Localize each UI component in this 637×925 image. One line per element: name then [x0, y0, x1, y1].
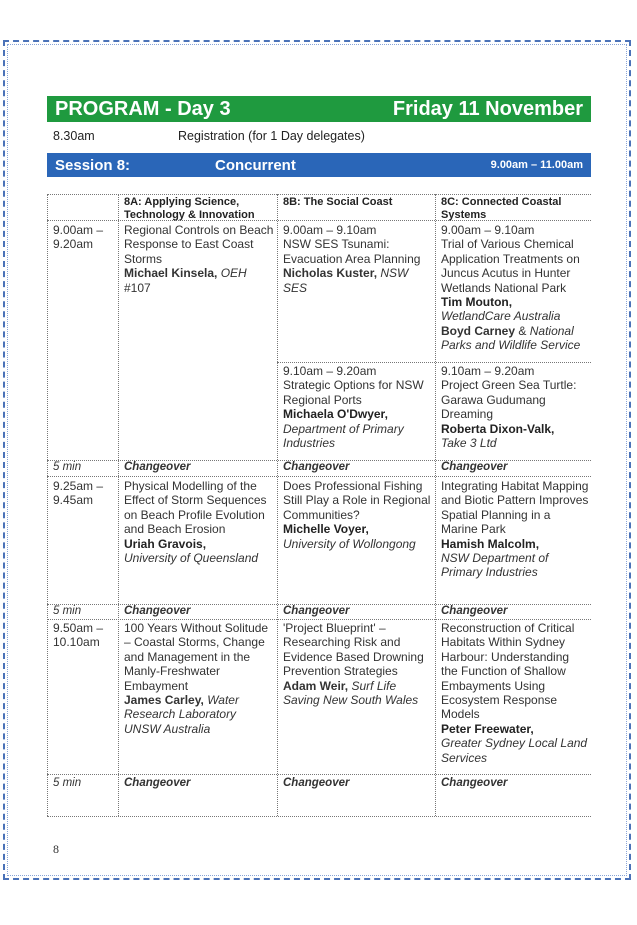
presentation-time: 9.00am – 9.10am — [283, 223, 377, 237]
presentation-title: 'Project Blueprint' – Researching Risk and Evidence Based Drowning Prevention Strategies — [283, 621, 424, 679]
presentation-note: #107 — [124, 280, 151, 295]
presentation-title: Integrating Habitat Mapping and Biotic Pattern Improves Spatial Planning in a Marine Park — [441, 479, 589, 537]
speaker-affiliation: National Parks and Wildlife Service — [441, 323, 581, 353]
presentation-8a-3 — [124, 621, 274, 736]
speaker-name: Hamish Malcolm, — [441, 536, 540, 551]
presentation-time: 9.00am – 9.10am — [441, 223, 535, 237]
presentation-title: Project Green Sea Turtle: Garawa Gudumang Dreaming — [441, 378, 577, 422]
table-bottom-border — [47, 816, 591, 817]
program-title: PROGRAM - Day 3 — [55, 97, 231, 120]
changeover-label: Changeover — [124, 461, 191, 473]
speaker-affiliation: OEH — [220, 266, 247, 281]
session-type: Concurrent — [215, 156, 296, 174]
slot-time: 9.50am – 10.10am — [53, 621, 104, 650]
speaker-name: Boyd Carney — [441, 323, 516, 338]
column-line — [435, 194, 436, 816]
changeover-duration: 5 min — [53, 777, 82, 789]
speaker-affiliation: Greater Sydney Local Land Services — [441, 736, 588, 765]
presentation-title: Regional Controls on Beach Response to East Coast Storms — [124, 223, 274, 266]
registration-text: Registration (for 1 Day delegates) — [178, 129, 365, 143]
ampersand: & — [518, 323, 527, 338]
presentation-8b-2 — [283, 364, 433, 450]
presentation-title: NSW SES Tsunami: Evacuation Area Planning — [283, 237, 421, 266]
presentation-8c-4 — [441, 621, 589, 765]
slot-time: 9.25am – 9.45am — [53, 479, 104, 508]
presentation-title: Reconstruction of Critical Habitats Within Sydney Harbour: Understanding the Function of Shallow Embayments Using Ecosystem Response Models — [441, 621, 575, 722]
column-line — [277, 194, 278, 816]
presentation-8b-3 — [283, 479, 433, 551]
presentation-8c-1 — [441, 223, 589, 353]
changeover-label: Changeover — [441, 605, 508, 617]
changeover-label: Changeover — [283, 777, 350, 789]
sub-row-divider — [277, 362, 591, 363]
presentation-8c-2 — [441, 364, 589, 450]
presentation-time: 9.10am – 9.20am — [441, 364, 535, 378]
speaker-name: Peter Freewater, — [441, 721, 534, 736]
changeover-label: Changeover — [283, 605, 350, 617]
session-title: Session 8: — [55, 156, 131, 174]
column-header-8b: 8B: The Social Coast — [283, 196, 393, 208]
speaker-affiliation: Department of Primary Industries — [283, 421, 404, 451]
speaker-affiliation: WetlandCare Australia — [441, 309, 561, 324]
speaker-name: Michaela O'Dwyer, — [283, 407, 388, 422]
speaker-name: Michael Kinsela, — [124, 266, 218, 281]
speaker-name: Tim Mouton, — [441, 295, 513, 310]
speaker-affiliation: NSW Department of Primary Industries — [441, 551, 549, 580]
changeover-label: Changeover — [441, 461, 508, 473]
presentation-8a-1 — [124, 223, 274, 295]
changeover-label: Changeover — [441, 777, 508, 789]
speaker-affiliation: University of Wollongong — [283, 536, 416, 551]
presentation-title: Does Professional Fishing Still Play a Role in Regional Communities? — [283, 479, 431, 522]
speaker-affiliation: NSW SES — [283, 266, 409, 295]
speaker-name: Adam Weir, — [283, 678, 349, 693]
changeover-duration: 5 min — [53, 461, 82, 473]
speaker-affiliation: University of Queensland — [124, 551, 259, 566]
presentation-8b-1 — [283, 223, 433, 295]
changeover-label: Changeover — [124, 605, 191, 617]
speaker-affiliation: Surf Life Saving New South Wales — [283, 678, 419, 708]
speaker-affiliation: Water Research Laboratory UNSW Australia — [124, 693, 239, 736]
speaker-name: Nicholas Kuster, — [283, 266, 378, 281]
table-top-border — [47, 194, 591, 195]
page-number: 8 — [53, 842, 59, 856]
program-header — [47, 96, 591, 122]
registration-time: 8.30am — [53, 129, 95, 143]
presentation-8b-4 — [283, 621, 433, 707]
presentation-title: Strategic Options for NSW Regional Ports — [283, 378, 424, 407]
column-header-8a: 8A: Applying Science, Technology & Innovation — [124, 196, 255, 221]
presentation-time: 9.10am – 9.20am — [283, 364, 377, 378]
presentation-8c-3 — [441, 479, 589, 580]
changeover-duration: 5 min — [53, 605, 82, 617]
slot-time: 9.00am – 9.20am — [53, 223, 104, 252]
speaker-name: Michelle Voyer, — [283, 522, 369, 537]
presentation-title: Trial of Various Chemical Application Treatments on Juncus Acutus in Hunter Wetlands National Park — [441, 237, 580, 295]
row-divider — [47, 476, 591, 477]
column-line — [47, 194, 48, 816]
presentation-title: Physical Modelling of the Effect of Storm Sequences on Beach Profile Evolution and Beach Erosion — [124, 479, 267, 537]
changeover-label: Changeover — [124, 777, 191, 789]
speaker-name: Roberta Dixon-Valk, — [441, 421, 555, 436]
speaker-affiliation: Take 3 Ltd — [441, 436, 497, 451]
speaker-name: Uriah Gravois, — [124, 536, 207, 551]
session-header — [47, 153, 591, 177]
row-divider — [47, 619, 591, 620]
presentation-8a-2 — [124, 479, 274, 565]
changeover-label: Changeover — [283, 461, 350, 473]
presentation-title: 100 Years Without Solitude – Coastal Storms, Change and Management in the Manly-Freshwater Embayment — [124, 621, 269, 693]
column-line — [118, 194, 119, 816]
session-time: 9.00am – 11.00am — [490, 159, 583, 171]
row-divider — [47, 774, 591, 775]
column-header-8c: 8C: Connected Coastal Systems — [441, 196, 562, 221]
program-date: Friday 11 November — [392, 97, 583, 120]
speaker-name: James Carley, — [124, 693, 204, 708]
